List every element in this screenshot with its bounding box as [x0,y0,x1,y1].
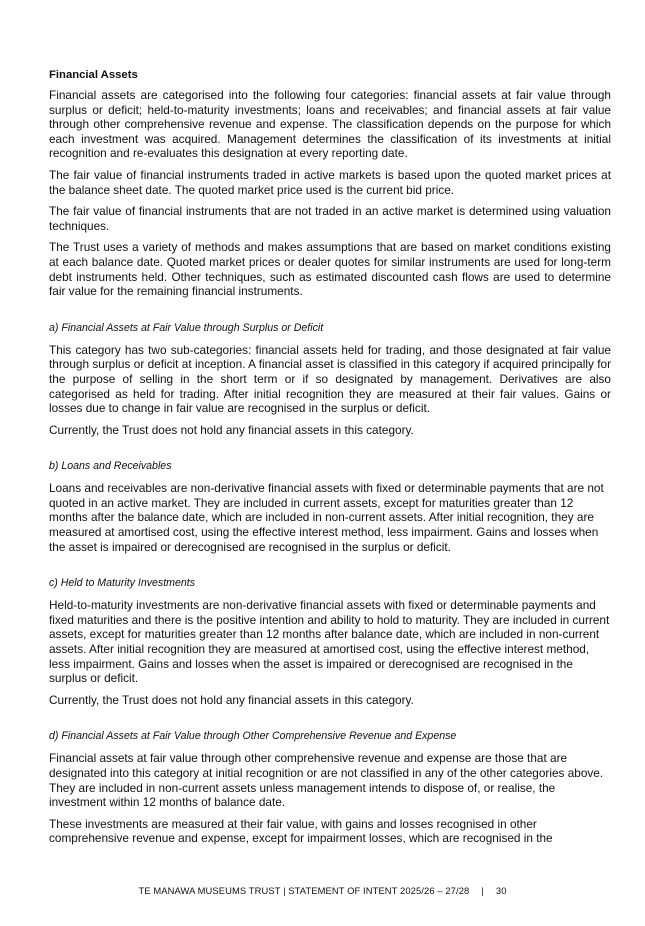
document-body [49,68,611,853]
subsection-a-paragraph-2: Currently, the Trust does not hold any financial assets in this category. [49,422,414,437]
subsection-b-paragraph-1: Loans and receivables are non-derivative financial assets with fixed or determinable payments that are not quoted in an active market. They are included in current assets, except for maturities greater than 12 months after the balance date, which are included in non-current assets. After initial recognition, they are measured at amortised cost, using the effective interest method, less impairment. Gains and losses when the asset is impaired or derecognised are recognised in the surplus or deficit. [49,481,604,554]
footer-title: TE MANAWA MUSEUMS TRUST | STATEMENT OF INTENT 2025/26 – 27/28 [138,885,470,896]
intro-paragraph-4: The Trust uses a variety of methods and makes assumptions that are based on market conditions existing at each balance date. Quoted market prices or dealer quotes for similar instruments are used for long-term debt instruments held. Other techniques, such as estimated discounted cash flows are used to determine fair value for the remaining financial instruments. [49,240,611,299]
intro-paragraph-2: The fair value of financial instruments traded in active markets is based upon the quoted market prices at the balance sheet date. The quoted market price used is the current bid price. [49,167,611,197]
page-footer [0,885,645,896]
subsection-b-title: b) Loans and Receivables [49,460,172,473]
subsection-d-title: d) Financial Assets at Fair Value through Other Comprehensive Revenue and Expense [49,730,457,743]
subsection-a-title: a) Financial Assets at Fair Value through Surplus or Deficit [49,321,324,334]
subsection-a-paragraph-1: This category has two sub-categories: financial assets held for trading, and those designated at fair value through surplus or deficit at inception. A financial asset is classified in this category if acquired principally for the purpose of selling in the short term or if so designated by management. Derivatives are also categorised as held for trading. After initial recognition they are measured at their fair values. Gains or losses due to change in fair value are recognised in the surplus or deficit. [49,342,611,416]
page-number: 30 [495,885,507,896]
intro-paragraph-1: Financial assets are categorised into the following four categories: financial assets at fair value through surplus or deficit; held-to-maturity investments; loans and receivables; and financial assets at fair value through other comprehensive revenue and expense. The classification depends on the purpose for which each investment was acquired. Management determines the classification of its investments at initial recognition and re-evaluates this designation at every reporting date. [49,88,611,161]
intro-paragraph-3: The fair value of financial instruments that are not traded in an active market is determined using valuation techniques. [49,204,611,233]
subsection-c-paragraph-2: Currently, the Trust does not hold any financial assets in this category. [49,692,414,707]
section-heading: Financial Assets [49,69,138,81]
subsection-d-paragraph-1: Financial assets at fair value through other comprehensive revenue and expense are those that are designated into this category at initial recognition or are not classified in any of the other categories above. They are included in non-current assets unless management intends to dispose of, or realise, the investment within 12 months of balance date. [49,751,604,810]
subsection-c-title: c) Held to Maturity Investments [49,577,196,590]
subsection-d-paragraph-2: These investments are measured at their fair value, with gains and losses recognised in other comprehensive revenue and expense, except for impairment losses, which are recognised in the [49,816,553,846]
footer-separator: | [481,885,484,896]
subsection-c-paragraph-1: Held-to-maturity investments are non-derivative financial assets with fixed or determinable payments and fixed maturities and there is the positive intention and ability to hold to maturity. They are included in current assets, except for maturities greater than 12 months after balance date, which are included in non-current assets. After initial recognition they are measured at amortised cost, using the effective interest method, less impairment. Gains and losses when the asset is impaired or derecognised are recognised in the surplus or deficit. [49,598,610,686]
